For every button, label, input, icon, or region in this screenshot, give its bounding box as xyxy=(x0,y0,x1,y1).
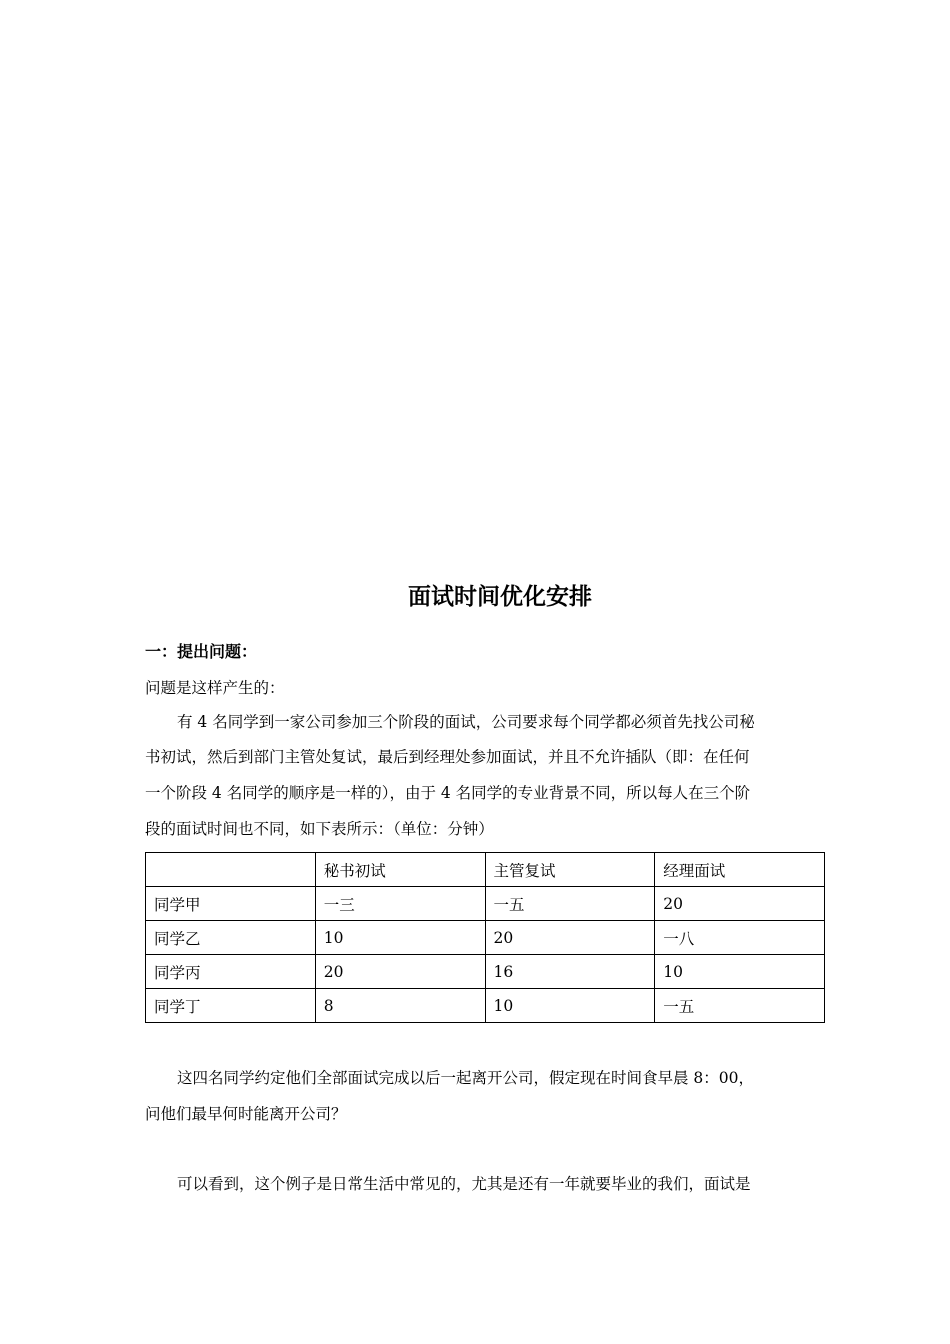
paragraph-1-line-4: 段的面试时间也不同，如下表所示：（单位：分钟） xyxy=(145,820,494,838)
table-cell: 10 xyxy=(315,921,485,955)
table-cell: 10 xyxy=(655,955,825,989)
table-header-cell: 主管复试 xyxy=(485,853,655,887)
table-row xyxy=(146,955,825,989)
table-cell: 8 xyxy=(315,989,485,1023)
paragraph-1-line-2: 书初试，然后到部门主管处复试，最后到经理处参加面试，并且不允许插队（即：在任何 xyxy=(145,748,750,766)
table-cell: 20 xyxy=(655,887,825,921)
table-cell: 一五 xyxy=(485,887,655,921)
table-header-row xyxy=(146,853,825,887)
table-cell: 一三 xyxy=(315,887,485,921)
table-header-cell: 经理面试 xyxy=(655,853,825,887)
interview-time-table xyxy=(145,852,825,1023)
table-cell: 同学丁 xyxy=(146,989,316,1023)
table-cell: 同学甲 xyxy=(146,887,316,921)
table-row xyxy=(146,989,825,1023)
table-cell: 20 xyxy=(485,921,655,955)
paragraph-1-line-1: 有 4 名同学到一家公司参加三个阶段的面试，公司要求每个同学都必须首先找公司秘 xyxy=(177,713,755,731)
paragraph-2-line-2: 问他们最早何时能离开公司？ xyxy=(145,1105,347,1123)
table-cell: 同学乙 xyxy=(146,921,316,955)
table-cell: 同学丙 xyxy=(146,955,316,989)
paragraph-2-line-1: 这四名同学约定他们全部面试完成以后一起离开公司，假定现在时间食早晨 8：00， xyxy=(177,1069,755,1087)
paragraph-1-line-3: 一个阶段 4 名同学的顺序是一样的），由于 4 名同学的专业背景不同，所以每人在三个阶 xyxy=(145,784,751,802)
table-cell: 10 xyxy=(485,989,655,1023)
page-title: 面试时间优化安排 xyxy=(408,584,592,610)
table-cell: 一八 xyxy=(655,921,825,955)
table-row xyxy=(146,921,825,955)
table-cell: 16 xyxy=(485,955,655,989)
table-cell: 一五 xyxy=(655,989,825,1023)
paragraph-3-line-1: 可以看到，这个例子是日常生活中常见的，尤其是还有一年就要毕业的我们，面试是 xyxy=(177,1175,751,1193)
table-header-cell xyxy=(146,853,316,887)
section-heading: 一：提出问题： xyxy=(145,642,258,661)
table-row xyxy=(146,887,825,921)
table-cell: 20 xyxy=(315,955,485,989)
table-header-cell: 秘书初试 xyxy=(315,853,485,887)
intro-text: 问题是这样产生的： xyxy=(145,679,285,697)
